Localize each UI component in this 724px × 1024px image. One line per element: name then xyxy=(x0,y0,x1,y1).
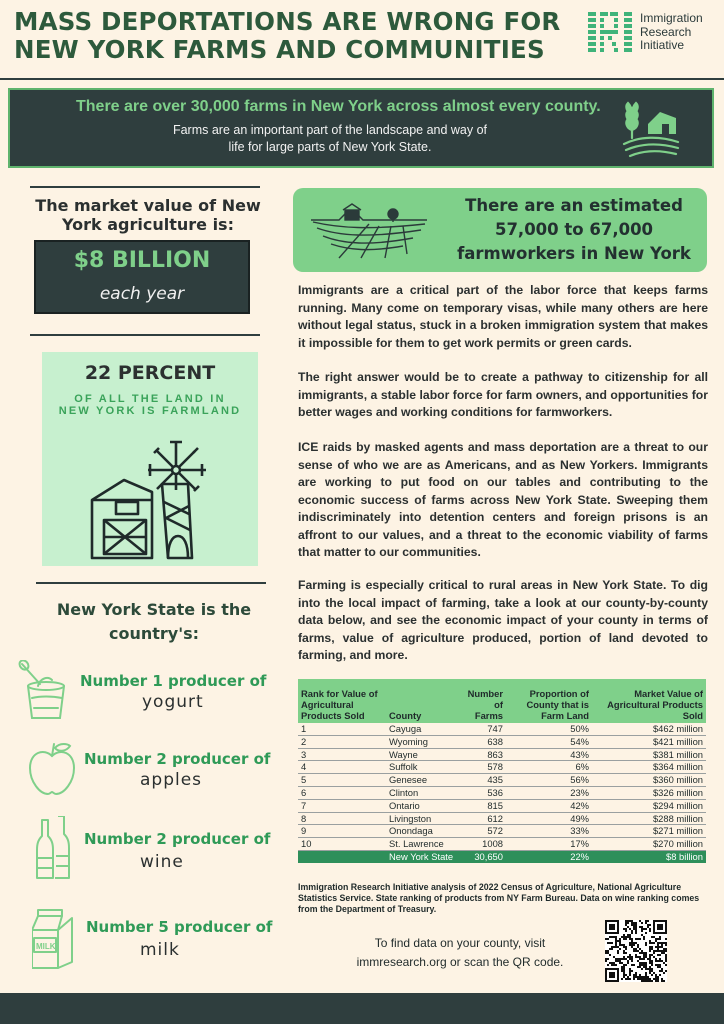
cell-rank: 9 xyxy=(298,825,386,838)
wine-label: wine xyxy=(140,852,184,872)
farmland-percent: 22 PERCENT xyxy=(84,362,216,384)
cell-farms-total: 30,650 xyxy=(462,850,506,862)
cell-county: Livingston xyxy=(386,812,462,825)
cell-farms: 1008 xyxy=(462,838,506,851)
milk-label: milk xyxy=(140,940,180,960)
cell-value: $381 million xyxy=(592,748,706,761)
barn-windmill-icon xyxy=(90,440,210,562)
yogurt-icon xyxy=(18,660,66,722)
col-value-header: Market Value of Agricultural Products Sold xyxy=(592,679,706,723)
cell-proportion: 43% xyxy=(506,748,592,761)
cell-proportion: 42% xyxy=(506,799,592,812)
table-total-row xyxy=(298,850,706,862)
col-rank-header: Rank for Value of Agricultural Products Sold xyxy=(298,679,386,723)
apples-rank: Number 2 producer of xyxy=(84,750,271,768)
table-row xyxy=(298,774,706,787)
find-line-2: immresearch.org or scan the QR code. xyxy=(356,955,564,969)
cell-proportion-total: 22% xyxy=(506,850,592,862)
paragraph-ice-raids: ICE raids by masked agents and mass deportation are a threat to our sense of who we are as Americans, and as New Yorkers. Immigrants are working to put food on our tables and contributing to the economic success of farms across New York State. Sweeping them indiscriminately into detention centers and foreign prisons is an affront to our values, and a threat to the economic viability of farms that matter to our communities. xyxy=(298,440,708,559)
paragraph-rural: Farming is especially critical to rural areas in New York State. To dig into the local impact of farming, take a look at our county-by-county data below, and see the economic impact of your county in terms of farms, value of agriculture produced, portion of land devoted to farming, and more. xyxy=(298,578,708,662)
farmland-text: OF ALL THE LAND IN NEW YORK IS FARMLAND xyxy=(58,393,242,417)
cell-value: $270 million xyxy=(592,838,706,851)
left-rule-top xyxy=(30,186,260,188)
cell-farms: 815 xyxy=(462,799,506,812)
milk-rank: Number 5 producer of xyxy=(86,918,273,936)
footer-bar xyxy=(0,993,724,1024)
cell-county: Genesee xyxy=(386,774,462,787)
ranking-apples xyxy=(0,740,290,810)
cell-value: $421 million xyxy=(592,735,706,748)
table-row xyxy=(298,786,706,799)
cell-value: $288 million xyxy=(592,812,706,825)
ranking-milk xyxy=(0,906,290,976)
table-row xyxy=(298,723,706,735)
cell-rank: 10 xyxy=(298,838,386,851)
logo-line-3: Initiative xyxy=(640,38,685,52)
cell-county: St. Lawrence xyxy=(386,838,462,851)
apple-icon xyxy=(28,740,76,796)
ranking-yogurt xyxy=(0,660,290,730)
cell-county: Suffolk xyxy=(386,761,462,774)
cell-county: Clinton xyxy=(386,786,462,799)
cell-farms: 435 xyxy=(462,774,506,787)
cell-rank: 8 xyxy=(298,812,386,825)
market-value-amount: $8 BILLION xyxy=(73,248,211,273)
farmworkers-text xyxy=(443,194,705,266)
cell-proportion: 23% xyxy=(506,786,592,799)
cell-proportion: 33% xyxy=(506,825,592,838)
cell-proportion: 56% xyxy=(506,774,592,787)
find-county-text xyxy=(340,934,580,972)
table-row xyxy=(298,825,706,838)
cell-farms: 536 xyxy=(462,786,506,799)
cell-value-total: $8 billion xyxy=(592,850,706,862)
ranking-wine xyxy=(0,816,290,886)
table-row xyxy=(298,735,706,748)
find-line-1: To find data on your county, visit xyxy=(374,936,546,950)
page-title: MASS DEPORTATIONS ARE WRONG FOR NEW YORK FARMS AND COMMUNITIES xyxy=(14,7,561,64)
cell-rank: 7 xyxy=(298,799,386,812)
farmworkers-box xyxy=(293,188,707,272)
cell-proportion: 50% xyxy=(506,723,592,735)
cell-farms: 612 xyxy=(462,812,506,825)
qr-code[interactable] xyxy=(605,920,667,982)
cell-rank: 1 xyxy=(298,723,386,735)
col-farms-header: Number of Farms xyxy=(462,679,506,723)
cell-value: $271 million xyxy=(592,825,706,838)
farmworkers-line-3: farmworkers in New York xyxy=(457,244,691,263)
cell-farms: 638 xyxy=(462,735,506,748)
cell-proportion: 6% xyxy=(506,761,592,774)
cell-rank: 2 xyxy=(298,735,386,748)
yogurt-label: yogurt xyxy=(142,692,204,712)
cell-rank: 3 xyxy=(298,748,386,761)
farms-banner xyxy=(8,88,714,168)
iri-logo[interactable] xyxy=(588,12,703,53)
cell-value: $360 million xyxy=(592,774,706,787)
cell-farms: 578 xyxy=(462,761,506,774)
cell-rank-total xyxy=(298,850,386,862)
logo-text xyxy=(640,12,703,53)
market-value-box xyxy=(34,240,250,314)
cell-farms: 863 xyxy=(462,748,506,761)
rankings-title: New York State is the country's: xyxy=(56,600,252,643)
cell-farms: 747 xyxy=(462,723,506,735)
cell-county: Ontario xyxy=(386,799,462,812)
col-county-header: County xyxy=(386,679,462,723)
cell-rank: 6 xyxy=(298,786,386,799)
cell-county: Wayne xyxy=(386,748,462,761)
col-proportion-header: Proportion of County that is Farm Land xyxy=(506,679,592,723)
iri-logo-icon xyxy=(588,12,634,52)
left-rule-bottom xyxy=(36,582,266,584)
farmworkers-line-2: 57,000 to 67,000 xyxy=(494,220,654,239)
svg-text:MILK: MILK xyxy=(36,942,56,951)
table-row xyxy=(298,812,706,825)
cell-county-total: New York State xyxy=(386,850,462,862)
cell-value: $462 million xyxy=(592,723,706,735)
cell-rank: 5 xyxy=(298,774,386,787)
cell-farms: 572 xyxy=(462,825,506,838)
banner-subtext: Farms are an important part of the landscape and way of life for large parts of New York State. xyxy=(172,123,488,154)
farmland-box xyxy=(42,352,258,566)
milk-carton-icon xyxy=(32,906,76,970)
table-row xyxy=(298,799,706,812)
market-value-period: each year xyxy=(99,284,185,304)
cell-county: Cayuga xyxy=(386,723,462,735)
header-divider xyxy=(0,78,724,80)
wine-rank: Number 2 producer of xyxy=(84,830,271,848)
cell-rank: 4 xyxy=(298,761,386,774)
logo-line-2: Research xyxy=(640,24,692,39)
table-row xyxy=(298,761,706,774)
cell-proportion: 17% xyxy=(506,838,592,851)
county-table xyxy=(298,679,706,863)
logo-line-1: Immigration xyxy=(640,11,703,25)
wine-bottles-icon xyxy=(34,816,74,882)
cell-county: Wyoming xyxy=(386,735,462,748)
header xyxy=(0,0,724,78)
table-row xyxy=(298,748,706,761)
cell-value: $326 million xyxy=(592,786,706,799)
farmworkers-line-1: There are an estimated xyxy=(465,196,683,215)
cell-value: $364 million xyxy=(592,761,706,774)
paragraph-labor: Immigrants are a critical part of the labor force that keeps farms running. Many come on temporary visas, while many others are here without legal status, stuck in a broken immigration system that makes it impossible for them to get work permits or green cards. xyxy=(298,283,708,350)
cell-value: $294 million xyxy=(592,799,706,812)
source-note: Immigration Research Initiative analysis of 2022 Census of Agriculture, National Agriculture Statistics Service. State ranking of products from NY Farm Bureau. Data on wine ranking comes from the Department of Treasury. xyxy=(298,882,700,914)
yogurt-rank: Number 1 producer of xyxy=(80,672,267,690)
banner-headline: There are over 30,000 farms in New York across almost every county. xyxy=(76,98,601,115)
farm-landscape-icon xyxy=(620,100,680,158)
table-header-row xyxy=(298,679,706,723)
market-value-title: The market value of New York agriculture is: xyxy=(35,196,261,234)
paragraph-solution: The right answer would be to create a pathway to citizenship for all immigrants, a stable labor force for farm owners, and opportunities for better wages and working conditions for farmworkers. xyxy=(298,370,708,419)
left-rule-middle xyxy=(30,334,260,336)
table-row xyxy=(298,838,706,851)
cell-county: Onondaga xyxy=(386,825,462,838)
farm-scene-icon xyxy=(309,198,429,260)
apples-label: apples xyxy=(140,770,203,790)
cell-proportion: 54% xyxy=(506,735,592,748)
cell-proportion: 49% xyxy=(506,812,592,825)
